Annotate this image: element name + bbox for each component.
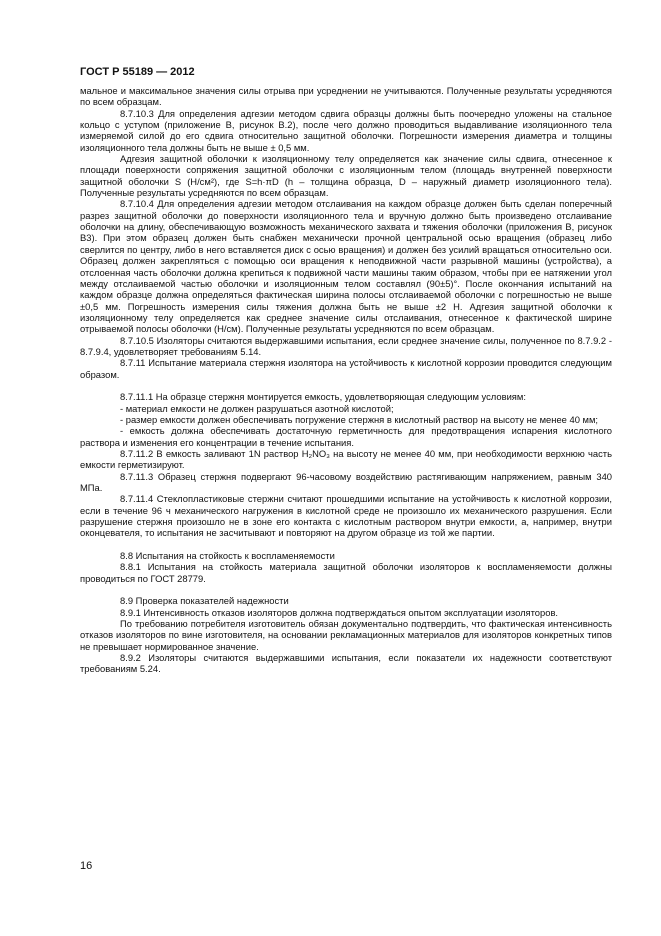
spacer (80, 584, 612, 595)
section-heading: 8.9 Проверка показателей надежности (120, 595, 289, 607)
document-body (80, 85, 612, 675)
paragraph: 8.9.1 Интенсивность отказов изоляторов должна подтверждаться опытом эксплуатации изоляторов. (120, 606, 559, 618)
paragraph: 8.7.10.4 Для определения адгезии методом отслаивания на каждом образце должен быть сделан поперечный разрез защитной оболочки до поверхности изоляционного тела и вручную должно быть произведено отслаивание оболочки на длину, обеспечивающую возможность механического захвата и тяжения оболочки (приложения В, рисунок В3). При этом образец должен быть снабжен механически прочной центральной осью вращения (образец либо сверлится по центру, либо в него вставляется диск с осью вращения) и должен без усилий вращаться относительно оси. Образец должен закрепляться с помощью оси вращения к неподвижной части разрывной машины (устройства), а отслоенная часть оболочки должна крепиться к подвижной части машины таким образом, чтобы при ее натяжении угол между отслаиваемой частью оболочки и изоляционным телом составлял (90±5)°. После окончания испытаний на каждом образце должна определяться фактическая ширина полосы отслаиваемой оболочки с погрешностью не выше ±0,5 мм. Погрешность измерения силы тяжения должна быть не выше ±2 Н. Адгезия защитной оболочки к изоляционному телу определяется как среднее значение силы отслаивания, отнесенное к фактической ширине отрываемой полосы оболочки (Н/см). Полученные результаты усредняются по всем образцам. (80, 198, 612, 335)
document-header: ГОСТ Р 55189 — 2012 (80, 66, 195, 78)
list-item: - емкость должна обеспечивать достаточную герметичность для предотвращения испарения кислотного раствора и изменения его концентрации в течение испытания. (80, 425, 612, 448)
paragraph: Адгезия защитной оболочки к изоляционному телу определяется как значение силы сдвига, отнесенное к площади поверхности сопряжения защитной оболочки с изоляционным телом (площадь внутренней поверхности защитной оболочки S (Н/см²), где S=h·πD (h – толщина образца, D – наружный диаметр изоляционного тела). Полученные результаты усредняются по всем образцам. (80, 153, 612, 199)
paragraph: мальное и максимальное значения силы отрыва при усреднении не учитываются. Полученные результаты усредняются по всем образцам. (80, 85, 612, 108)
paragraph: 8.7.11.1 На образце стержня монтируется емкость, удовлетворяющая следующим условиям: (120, 391, 526, 403)
paragraph: 8.9.2 Изоляторы считаются выдержавшими испытания, если показатели их надежности соответствуют требованиям 5.24. (80, 652, 612, 675)
list-item: - материал емкости не должен разрушаться азотной кислотой; (120, 402, 394, 414)
paragraph: 8.7.11.4 Стеклопластиковые стержни считают прошедшими испытание на устойчивость к кислотной коррозии, если в течение 96 ч механического нагружения в кислотной среде не произошло их механического разрушения. Если разрушение стержня произошло не в зоне его контакта с кислотным раствором внутри емкости, а, например, внутри оконцевателя, то испытания не засчитывают и повторяют на другом образце из той же партии. (80, 493, 612, 539)
spacer (80, 539, 612, 550)
paragraph: 8.8.1 Испытания на стойкость материала защитной оболочки изоляторов к воспламеняемости должны проводиться по ГОСТ 28779. (80, 561, 612, 584)
page-number: 16 (80, 860, 93, 872)
paragraph: 8.7.11.2 В емкость заливают 1N раствор H₂NO₃ на высоту не менее 40 мм, при необходимости верхнюю часть емкости герметизируют. (80, 447, 612, 471)
paragraph: По требованию потребителя изготовитель обязан документально подтвердить, что фактическая интенсивность отказов изоляторов по вине изготовителя, на основании рекламационных материалов для изоляторов конкретных типов не превышает нормированное значение. (80, 618, 612, 652)
section-heading: 8.8 Испытания на стойкость к воспламеняемости (120, 550, 335, 561)
spacer (80, 380, 612, 391)
paragraph: 8.7.11.3 Образец стержня подвергают 96-часовому воздействию растягивающим напряжением, равным 340 МПа. (80, 470, 612, 493)
paragraph: 8.7.10.5 Изоляторы считаются выдержавшими испытания, если среднее значение силы, полученное по 8.7.9.2 - 8.7.9.4, удовлетворяет требованиям 5.14. (80, 334, 612, 357)
paragraph: 8.7.11 Испытание материала стержня изолятора на устойчивость к кислотной коррозии проводится следующим образом. (80, 357, 612, 380)
list-item: - размер емкости должен обеспечивать погружение стержня в кислотный раствор на высоту не менее 40 мм; (120, 413, 599, 425)
paragraph: 8.7.10.3 Для определения адгезии методом сдвига образцы должны быть поочередно уложены на стальное кольцо с уступом (приложение В, рисунок В.2), после чего должно проводиться выдавливание изоляционного тела измеряемой силой до его сдвига относительно защитной оболочки. Погрешности измерения диаметра и толщины изоляционного тела должны быть не выше ± 0,5 мм. (80, 107, 612, 153)
